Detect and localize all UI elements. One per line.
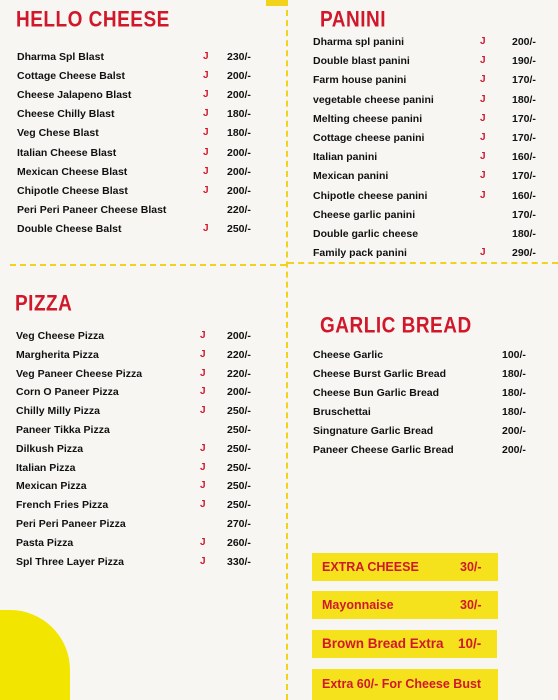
jain-mark: J — [203, 146, 209, 158]
menu-item-name: Bruschettai — [313, 405, 371, 418]
jain-mark: J — [480, 170, 486, 182]
menu-item-price: 170/- — [512, 132, 536, 144]
jain-mark: J — [480, 132, 486, 143]
menu-item-price: 180/- — [512, 93, 536, 106]
jain-mark: J — [203, 70, 209, 82]
menu-item-price: 250/- — [227, 480, 251, 493]
menu-item-name: Cheese Burst Garlic Bread — [313, 367, 447, 380]
menu-item-price: 200/- — [227, 165, 251, 178]
menu-item-price: 180/- — [512, 228, 536, 240]
menu-item-name: Spl Three Layer Pizza — [16, 555, 124, 568]
menu-item-price: 160/- — [512, 151, 536, 164]
jain-mark: J — [200, 555, 206, 567]
jain-mark: J — [200, 330, 206, 341]
extra-price: 10/- — [458, 636, 482, 651]
menu-item-name: Margherita Pizza — [16, 348, 99, 361]
menu-item-price: 250/- — [227, 424, 251, 436]
menu-item-price: 250/- — [227, 499, 251, 512]
left-section-divider — [10, 264, 286, 266]
cheese-bust-box — [312, 669, 498, 700]
menu-item-price: 180/- — [502, 405, 526, 418]
vertical-divider — [286, 0, 288, 700]
menu-item-name: Mexican Pizza — [16, 480, 87, 493]
menu-item-price: 220/- — [227, 203, 251, 216]
menu-item-name: Farm house panini — [313, 74, 407, 87]
extra-label: Brown Bread Extra — [322, 636, 444, 651]
menu-item-price: 200/- — [227, 386, 251, 399]
jain-mark: J — [200, 536, 206, 548]
menu-item-name: Chilly Milly Pizza — [16, 405, 101, 418]
menu-item-name: Veg Paneer Cheese Pizza — [16, 367, 143, 380]
menu-item-name: Family pack panini — [313, 247, 407, 260]
menu-item-price: 170/- — [512, 112, 536, 125]
menu-item-price: 220/- — [227, 348, 251, 361]
menu-item-price: 200/- — [502, 424, 526, 437]
extra-label: Extra 60/- For Cheese Bust — [322, 677, 482, 691]
menu-item-name: Melting cheese panini — [313, 112, 423, 125]
menu-item-price: 200/- — [227, 146, 251, 159]
jain-mark: J — [203, 51, 209, 62]
jain-mark: J — [200, 480, 206, 492]
menu-item-name: Corn O Paneer Pizza — [16, 386, 119, 399]
menu-item-name: Cheese Chilly Blast — [17, 108, 115, 121]
menu-item-price: 170/- — [512, 208, 536, 221]
jain-mark: J — [200, 442, 206, 454]
jain-mark: J — [200, 348, 206, 360]
menu-item-name: Double Cheese Balst — [17, 222, 122, 235]
garlic-bread-heading: GARLIC BREAD — [320, 314, 472, 339]
menu-item-name: Paneer Tikka Pizza — [16, 424, 110, 436]
menu-item-name: Peri Peri Paneer Cheese Blast — [17, 203, 167, 216]
menu-item-name: Cheese Bun Garlic Bread — [313, 386, 440, 399]
menu-item-price: 170/- — [512, 170, 536, 183]
jain-mark: J — [480, 36, 486, 47]
jain-mark: J — [480, 247, 486, 259]
menu-item-price: 200/- — [512, 36, 536, 48]
menu-item-price: 260/- — [227, 536, 251, 549]
menu-item-name: Veg Cheese Pizza — [16, 330, 105, 342]
menu-item-name: Dilkush Pizza — [16, 442, 84, 455]
menu-item-price: 200/- — [227, 70, 251, 83]
extra-label: Mayonnaise — [322, 598, 394, 612]
menu-item-name: Dharma spl panini — [313, 36, 405, 48]
menu-item-price: 290/- — [512, 247, 536, 260]
menu-item-name: Italian panini — [313, 151, 378, 164]
menu-item-price: 250/- — [227, 405, 251, 418]
jain-mark: J — [480, 189, 486, 201]
menu-item-name: Veg Chese Blast — [17, 127, 99, 140]
panini-heading: PANINI — [320, 8, 386, 33]
jain-mark: J — [480, 74, 486, 86]
menu-item-price: 200/- — [502, 443, 526, 456]
mayonnaise-box — [312, 591, 498, 619]
menu-item-name: Chipotle Cheese Blast — [17, 184, 128, 197]
menu-item-name: Pasta Pizza — [16, 536, 74, 549]
extra-price: 30/- — [460, 560, 482, 574]
jain-mark: J — [200, 461, 206, 473]
hello-cheese-heading: HELLO CHEESE — [16, 8, 170, 33]
jain-mark: J — [203, 127, 209, 139]
menu-item-price: 230/- — [227, 51, 251, 63]
menu-item-price: 270/- — [227, 518, 251, 530]
menu-item-price: 220/- — [227, 367, 251, 380]
menu-item-price: 330/- — [227, 555, 251, 568]
top-yellow-tab — [266, 0, 288, 6]
menu-item-price: 250/- — [227, 442, 251, 455]
brown-bread-box — [312, 630, 497, 658]
pizza-heading: PIZZA — [15, 292, 73, 317]
menu-item-price: 200/- — [227, 184, 251, 197]
menu-item-name: Paneer Cheese Garlic Bread — [313, 443, 454, 456]
menu-item-name: Double garlic cheese — [313, 228, 419, 240]
menu-item-name: Mexican Cheese Blast — [17, 165, 128, 178]
menu-item-name: Cheese garlic panini — [313, 208, 416, 221]
menu-item-price: 180/- — [227, 127, 251, 140]
corner-decoration — [0, 610, 70, 700]
right-section-divider — [288, 262, 558, 264]
menu-item-price: 250/- — [227, 461, 251, 474]
menu-item-name: Chipotle cheese panini — [313, 189, 428, 202]
menu-item-name: Cheese Jalapeno Blast — [17, 89, 132, 102]
menu-item-name: Peri Peri Paneer Pizza — [16, 518, 126, 530]
menu-item-price: 250/- — [227, 222, 251, 235]
menu-item-price: 180/- — [502, 367, 526, 380]
jain-mark: J — [203, 222, 209, 234]
jain-mark: J — [203, 108, 209, 120]
jain-mark: J — [203, 184, 209, 196]
extra-cheese-box — [312, 553, 498, 581]
menu-item-name: Cottage cheese panini — [313, 132, 425, 144]
jain-mark: J — [200, 405, 206, 417]
jain-mark: J — [480, 112, 486, 124]
menu-item-name: Italian Pizza — [16, 461, 76, 474]
extra-price: 30/- — [460, 598, 482, 612]
menu-item-price: 190/- — [512, 55, 536, 68]
jain-mark: J — [200, 367, 206, 379]
jain-mark: J — [200, 386, 206, 398]
menu-item-price: 180/- — [502, 386, 526, 399]
jain-mark: J — [203, 89, 209, 101]
menu-item-name: Cottage Cheese Balst — [17, 70, 125, 83]
jain-mark: J — [480, 151, 486, 163]
menu-item-name: Italian Cheese Blast — [17, 146, 117, 159]
menu-item-name: Singnature Garlic Bread — [313, 424, 434, 437]
menu-item-name: Mexican panini — [313, 170, 389, 183]
menu-item-price: 160/- — [512, 189, 536, 202]
menu-item-price: 200/- — [227, 330, 251, 342]
jain-mark: J — [203, 165, 209, 177]
extra-label: EXTRA CHEESE — [322, 560, 419, 574]
jain-mark: J — [480, 93, 486, 105]
menu-item-name: Double blast panini — [313, 55, 410, 68]
menu-item-name: vegetable cheese panini — [313, 93, 434, 106]
menu-item-price: 170/- — [512, 74, 536, 87]
menu-item-name: French Fries Pizza — [16, 499, 109, 512]
menu-item-price: 200/- — [227, 89, 251, 102]
menu-item-price: 180/- — [227, 108, 251, 121]
menu-item-name: Cheese Garlic — [313, 349, 384, 361]
menu-item-name: Dharma Spl Blast — [17, 51, 104, 63]
jain-mark: J — [200, 499, 206, 511]
jain-mark: J — [480, 55, 486, 67]
menu-item-price: 100/- — [502, 349, 526, 361]
